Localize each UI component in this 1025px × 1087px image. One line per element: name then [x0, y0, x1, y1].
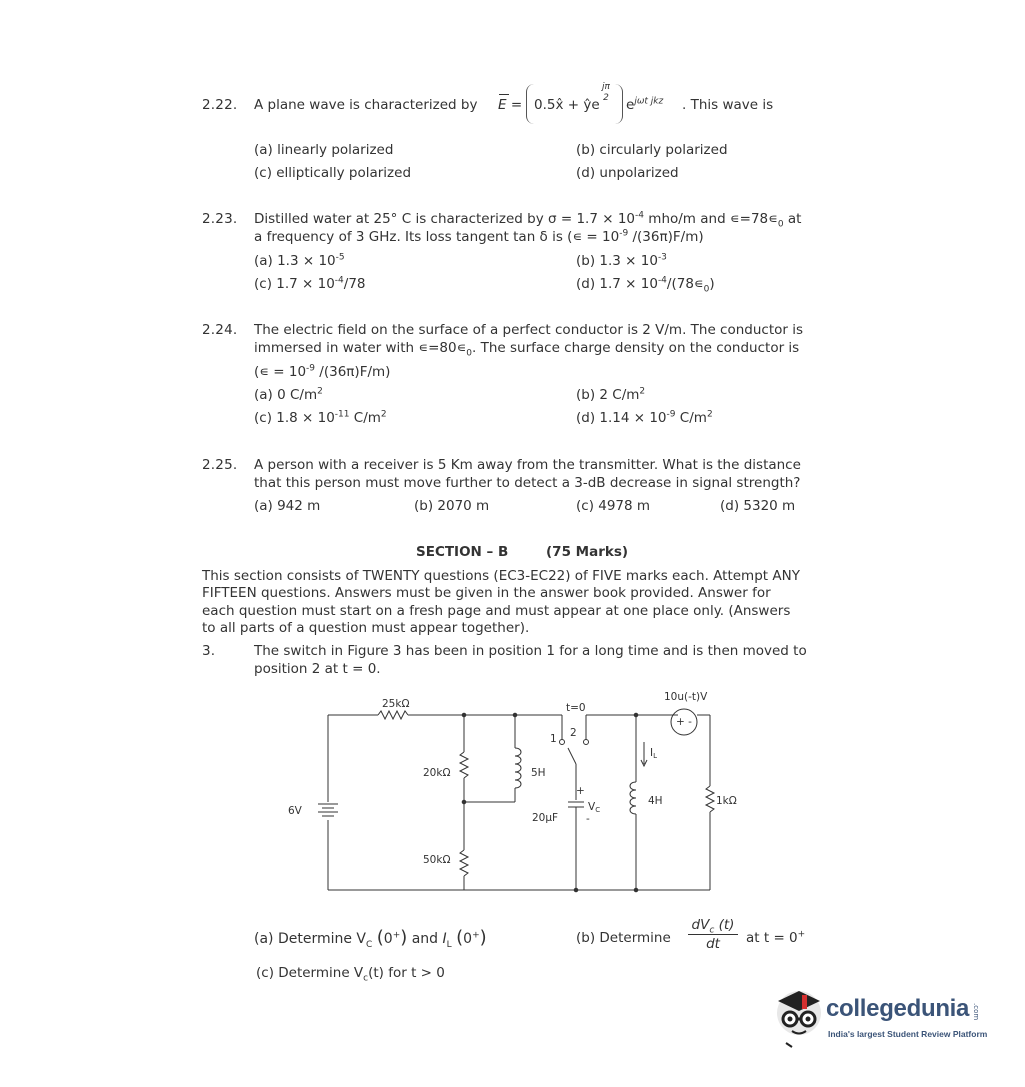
- q222-option-a: (a) linearly polarized: [254, 142, 394, 158]
- q223-number: 2.23.: [202, 211, 238, 227]
- q223-option-a: (a) $1.3 \times 10^{-5}$: [254, 252, 345, 269]
- label-25k: 25kΩ: [382, 698, 410, 710]
- q224-option-c: (c) $1.8 \times 10^{-11}$ $C/m^2$: [254, 409, 387, 426]
- q222-lead: A plane wave is characterized by: [254, 97, 478, 113]
- q222-eq-phase: $e^{j\omega t jkz}$: [626, 96, 664, 113]
- section-b-para-2: FIFTEEN questions. Answers must be given in the answer book provided. Answer for: [202, 585, 771, 601]
- label-6v: 6V: [288, 805, 302, 817]
- section-b-title: SECTION – B: [416, 544, 509, 560]
- label-vsrc-polarity: + -: [676, 716, 692, 728]
- label-plus: +: [576, 785, 585, 797]
- q223-option-d: (d) $1.7 \times 10^{-4}/(78∊_0)$: [576, 275, 715, 295]
- inductor-4h: [630, 782, 636, 814]
- q225-option-a: (a) 942 m: [254, 498, 321, 514]
- q223-option-b: (b) $1.3 \times 10^{-3}$: [576, 252, 667, 269]
- q223-line1: Distilled water at 25° C is characterized by $\sigma = 1.7 \times 10^{-4}$ mho/m and $∊=78∊_0$ at: [254, 210, 802, 230]
- q222-eq-overbar: [499, 94, 509, 95]
- q222-number: 2.22.: [202, 97, 238, 113]
- q225-option-b: (b) 2070 m: [414, 498, 490, 514]
- q224-line1: The electric field on the surface of a perfect conductor is 2 V/m. The conductor is: [254, 322, 804, 338]
- q3-part-b-fraction: $dV_c$ (t) dt: [688, 917, 738, 952]
- q222-eq-exponent: jπ 2: [602, 82, 610, 103]
- q224-line3: (∊ = $10^{-9}$ /(36π)F/m): [254, 363, 391, 380]
- section-b-marks: (75 Marks): [546, 544, 629, 560]
- label-vc: VC: [588, 801, 601, 814]
- label-il: IL: [650, 747, 658, 760]
- q224-option-b: (b) 2 $C/m^2$: [576, 386, 646, 403]
- q3-number: 3.: [202, 643, 216, 659]
- q224-option-a: (a) 0 $C/m^2$: [254, 386, 323, 403]
- q222-eq-vector: 0.5x̂ + ŷe: [534, 97, 600, 113]
- q3-part-b-post: at t = 0+: [746, 929, 806, 946]
- q225-number: 2.25.: [202, 457, 238, 473]
- resistor-20k: [460, 752, 468, 778]
- label-20uf: 20μF: [532, 812, 559, 824]
- q222-eq-lhs: E =: [498, 97, 523, 113]
- brand-tagline: India's largest Student Review Platform: [828, 1029, 988, 1039]
- q222-option-b: (b) circularly polarized: [576, 142, 728, 158]
- q222-tail: . This wave is: [682, 97, 774, 113]
- q225-option-d: (d) 5320 m: [720, 498, 796, 514]
- label-4h: 4H: [648, 795, 663, 807]
- section-b-para-3: each question must start on a fresh page and must appear at one place only. (Answers: [202, 603, 791, 619]
- label-minus: -: [586, 813, 590, 825]
- label-switch-time: t=0: [566, 702, 586, 714]
- q224-line2: immersed in water with $∊=80∊_0$. The surface charge density on the conductor is: [254, 340, 800, 359]
- label-vsrc: 10u(-t)V: [664, 691, 708, 703]
- q225-line2: that this person must move further to detect a 3-dB decrease in signal strength?: [254, 475, 801, 491]
- section-b-para-1: This section consists of TWENTY questions (EC3-EC22) of FIVE marks each. Attempt ANY: [202, 568, 800, 584]
- section-b-para-4: to all parts of a question must appear together).: [202, 620, 530, 636]
- resistor-50k: [460, 850, 468, 876]
- label-1k: 1kΩ: [716, 795, 737, 807]
- label-5h: 5H: [531, 767, 546, 779]
- q3-part-c: (c) Determine $V_c(t)$ for t > 0: [256, 965, 445, 984]
- label-50k: 50kΩ: [423, 854, 451, 866]
- brand-name: collegedunia: [826, 995, 970, 1022]
- q3-part-a: (a) Determine $V_C$ (0+) and $I_L$ (0+): [254, 927, 487, 950]
- q222-option-d: (d) unpolarized: [576, 165, 679, 181]
- q224-option-d: (d) $1.14 \times 10^{-9}$ $C/m^2$: [576, 409, 713, 426]
- q225-option-c: (c) 4978 m: [576, 498, 651, 514]
- label-20k: 20kΩ: [423, 767, 451, 779]
- q3-line2: position 2 at t = 0.: [254, 661, 381, 677]
- circuit-figure: [270, 690, 737, 905]
- q222-option-c: (c) elliptically polarized: [254, 165, 412, 181]
- resistor-1k: [706, 786, 714, 812]
- q3-part-b-label: (b) Determine: [576, 930, 671, 946]
- label-pos1: 1: [550, 733, 557, 745]
- q223-line2: a frequency of 3 GHz. Its loss tangent tan δ is (∊ = $10^{-9}$ /(36π)F/m): [254, 228, 704, 245]
- brand-com: .com: [972, 1003, 980, 1021]
- q3-line1: The switch in Figure 3 has been in position 1 for a long time and is then moved to: [254, 643, 807, 659]
- inductor-5h: [515, 748, 521, 788]
- collegedunia-logo: [768, 985, 998, 1055]
- mascot-icon: [768, 987, 830, 1049]
- q222-eq-bracket-right: [614, 84, 623, 124]
- resistor-25k: [378, 711, 408, 719]
- q223-option-c: (c) $1.7 \times 10^{-4}/78$: [254, 275, 366, 292]
- q225-line1: A person with a receiver is 5 Km away from the transmitter. What is the distance: [254, 457, 801, 473]
- q224-number: 2.24.: [202, 322, 238, 338]
- label-pos2: 2: [570, 727, 577, 739]
